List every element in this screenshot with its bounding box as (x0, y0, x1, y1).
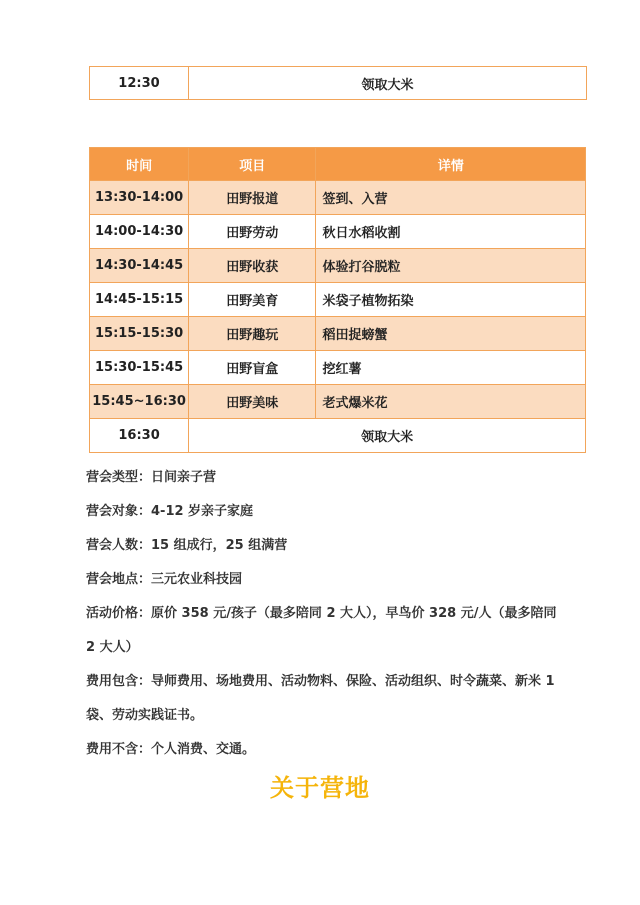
fee-included: 费用包含：导师费用、场地费用、活动物料、保险、活动组织、时令蔬菜、新米 1 袋、劳动实践证书。 (86, 674, 555, 723)
schedule-table (89, 147, 586, 453)
fee-excluded: 费用不含：个人消费、交通。 (86, 742, 256, 757)
item-cell: 田野劳动 (189, 215, 316, 249)
time-cell: 15:45~16:30 (90, 385, 189, 419)
detail-cell: 挖红薯 (316, 351, 586, 385)
detail-cell: 稻田捉螃蟹 (316, 317, 586, 351)
camp-audience: 营会对象：4-12 岁亲子家庭 (86, 504, 254, 519)
item-cell: 田野美味 (189, 385, 316, 419)
time-cell: 14:00-14:30 (90, 215, 189, 249)
header-detail: 详情 (316, 148, 586, 181)
table-row (90, 317, 586, 351)
pickup-table-top (89, 66, 587, 100)
header-item: 项目 (189, 148, 316, 181)
time-cell: 13:30-14:00 (90, 181, 189, 215)
item-cell: 田野趣玩 (189, 317, 316, 351)
camp-size: 营会人数：15 组成行，25 组满营 (86, 538, 288, 553)
camp-price: 活动价格：原价 358 元/孩子（最多陪同 2 大人），早鸟价 328 元/人（最多陪同 2 大人） (86, 606, 557, 655)
table-row (90, 215, 586, 249)
detail-cell: 领取大米 (189, 419, 586, 453)
table-row (90, 283, 586, 317)
detail-cell: 秋日水稻收割 (316, 215, 586, 249)
camp-location: 营会地点：三元农业科技园 (86, 572, 243, 587)
item-cell: 田野美育 (189, 283, 316, 317)
detail-cell: 米袋子植物拓染 (316, 283, 586, 317)
detail-cell: 老式爆米花 (316, 385, 586, 419)
table-header-row (90, 148, 586, 181)
time-cell: 12:30 (90, 67, 189, 100)
time-cell: 15:15-15:30 (90, 317, 189, 351)
time-cell: 16:30 (90, 419, 189, 453)
time-cell: 14:30-14:45 (90, 249, 189, 283)
camp-type: 营会类型：日间亲子营 (86, 470, 217, 485)
section-heading: 关于营地 (270, 774, 370, 802)
item-cell: 田野报道 (189, 181, 316, 215)
table-row (90, 249, 586, 283)
table-row (90, 351, 586, 385)
detail-cell: 签到、入营 (316, 181, 586, 215)
table-row (90, 67, 587, 100)
item-cell: 田野收获 (189, 249, 316, 283)
table-row (90, 385, 586, 419)
time-cell: 14:45-15:15 (90, 283, 189, 317)
time-cell: 15:30-15:45 (90, 351, 189, 385)
info-list (86, 461, 566, 767)
detail-cell: 体验打谷脱粒 (316, 249, 586, 283)
table-row (90, 181, 586, 215)
header-time: 时间 (90, 148, 189, 181)
table-row (90, 419, 586, 453)
detail-cell: 领取大米 (189, 67, 587, 100)
item-cell: 田野盲盒 (189, 351, 316, 385)
